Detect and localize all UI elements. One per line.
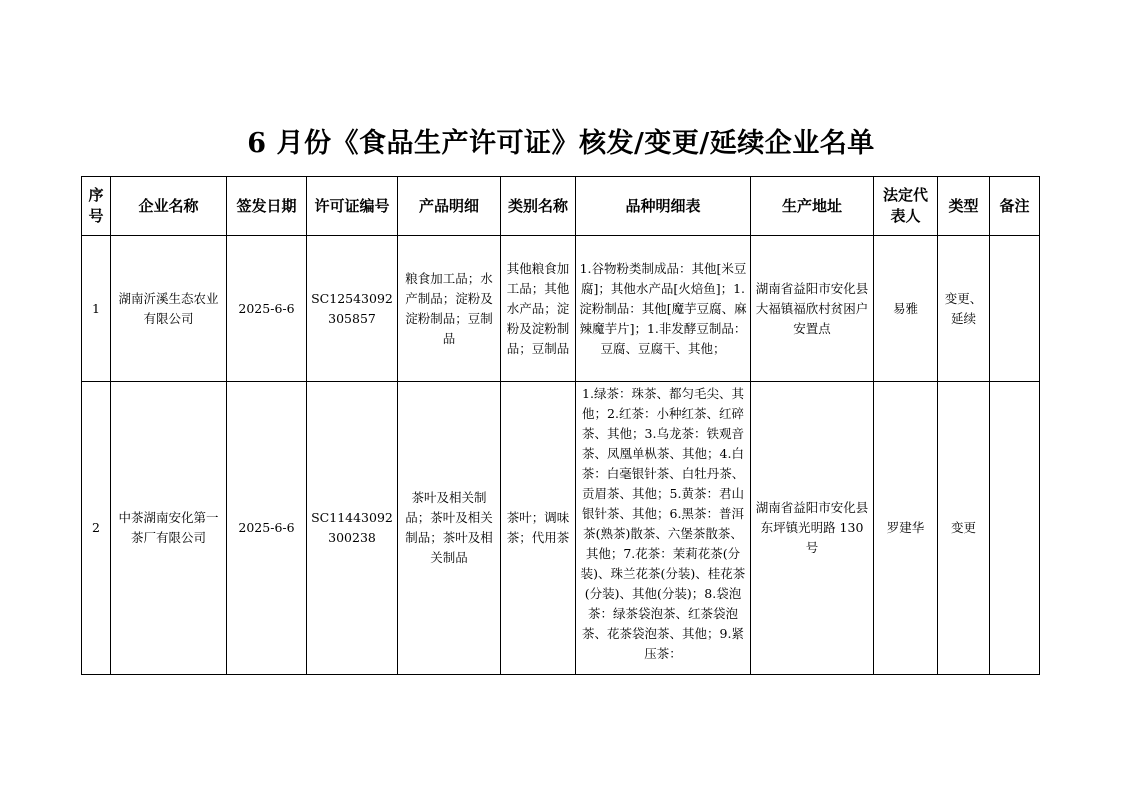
header-type: 类型 bbox=[938, 177, 990, 236]
table-header-row bbox=[82, 177, 1040, 236]
cell-category: 其他粮食加工品；其他水产品；淀粉及淀粉制品；豆制品 bbox=[501, 236, 576, 382]
header-legal-rep: 法定代表人 bbox=[874, 177, 938, 236]
cell-variety-list: 1.谷物粉类制成品：其他[米豆腐]；其他水产品[火焙鱼]；1.淀粉制品：其他[魔芋豆腐、麻辣魔芋片]；1.非发酵豆制品：豆腐、豆腐干、其他； bbox=[576, 236, 751, 382]
cell-type: 变更、延续 bbox=[938, 236, 990, 382]
cell-issue-date: 2025-6-6 bbox=[227, 382, 307, 675]
cell-company: 中茶湖南安化第一茶厂有限公司 bbox=[111, 382, 227, 675]
cell-variety-list: 1.绿茶：珠茶、都匀毛尖、其他；2.红茶：小种红茶、红碎茶、其他；3.乌龙茶：铁观音茶、凤凰单枞茶、其他；4.白茶：白毫银针茶、白牡丹茶、贡眉茶、其他；5.黄茶：君山银针茶、其他；6.黑茶：普洱茶(熟茶)散茶、六堡茶散茶、其他；7.花茶：茉莉花茶(分装)、珠兰花茶(分装)、桂花茶(分装)、其他(分装)；8.袋泡茶：绿茶袋泡茶、红茶袋泡茶、花茶袋泡茶、其他；9.紧压茶： bbox=[576, 382, 751, 675]
cell-product-detail: 茶叶及相关制品；茶叶及相关制品；茶叶及相关制品 bbox=[398, 382, 501, 675]
table-row bbox=[82, 382, 1040, 675]
cell-license-no: SC11443092300238 bbox=[307, 382, 398, 675]
table-row bbox=[82, 236, 1040, 382]
header-variety-list: 品种明细表 bbox=[576, 177, 751, 236]
cell-remarks bbox=[990, 236, 1040, 382]
header-address: 生产地址 bbox=[751, 177, 874, 236]
cell-type: 变更 bbox=[938, 382, 990, 675]
header-company: 企业名称 bbox=[111, 177, 227, 236]
header-product-detail: 产品明细 bbox=[398, 177, 501, 236]
cell-company: 湖南沂溪生态农业有限公司 bbox=[111, 236, 227, 382]
cell-legal-rep: 易雅 bbox=[874, 236, 938, 382]
cell-issue-date: 2025-6-6 bbox=[227, 236, 307, 382]
cell-address: 湖南省益阳市安化县大福镇福欣村贫困户安置点 bbox=[751, 236, 874, 382]
page-title: 6 月份《食品生产许可证》核发/变更/延续企业名单 bbox=[247, 128, 875, 159]
cell-license-no: SC12543092305857 bbox=[307, 236, 398, 382]
cell-legal-rep: 罗建华 bbox=[874, 382, 938, 675]
cell-remarks bbox=[990, 382, 1040, 675]
cell-seq: 1 bbox=[82, 236, 111, 382]
cell-category: 茶叶；调味茶；代用茶 bbox=[501, 382, 576, 675]
cell-seq: 2 bbox=[82, 382, 111, 675]
header-license-no: 许可证编号 bbox=[307, 177, 398, 236]
header-remarks: 备注 bbox=[990, 177, 1040, 236]
header-category: 类别名称 bbox=[501, 177, 576, 236]
cell-product-detail: 粮食加工品；水产制品；淀粉及淀粉制品；豆制品 bbox=[398, 236, 501, 382]
license-table bbox=[81, 176, 1040, 675]
header-issue-date: 签发日期 bbox=[227, 177, 307, 236]
cell-address: 湖南省益阳市安化县东坪镇光明路 130 号 bbox=[751, 382, 874, 675]
header-seq: 序号 bbox=[82, 177, 111, 236]
